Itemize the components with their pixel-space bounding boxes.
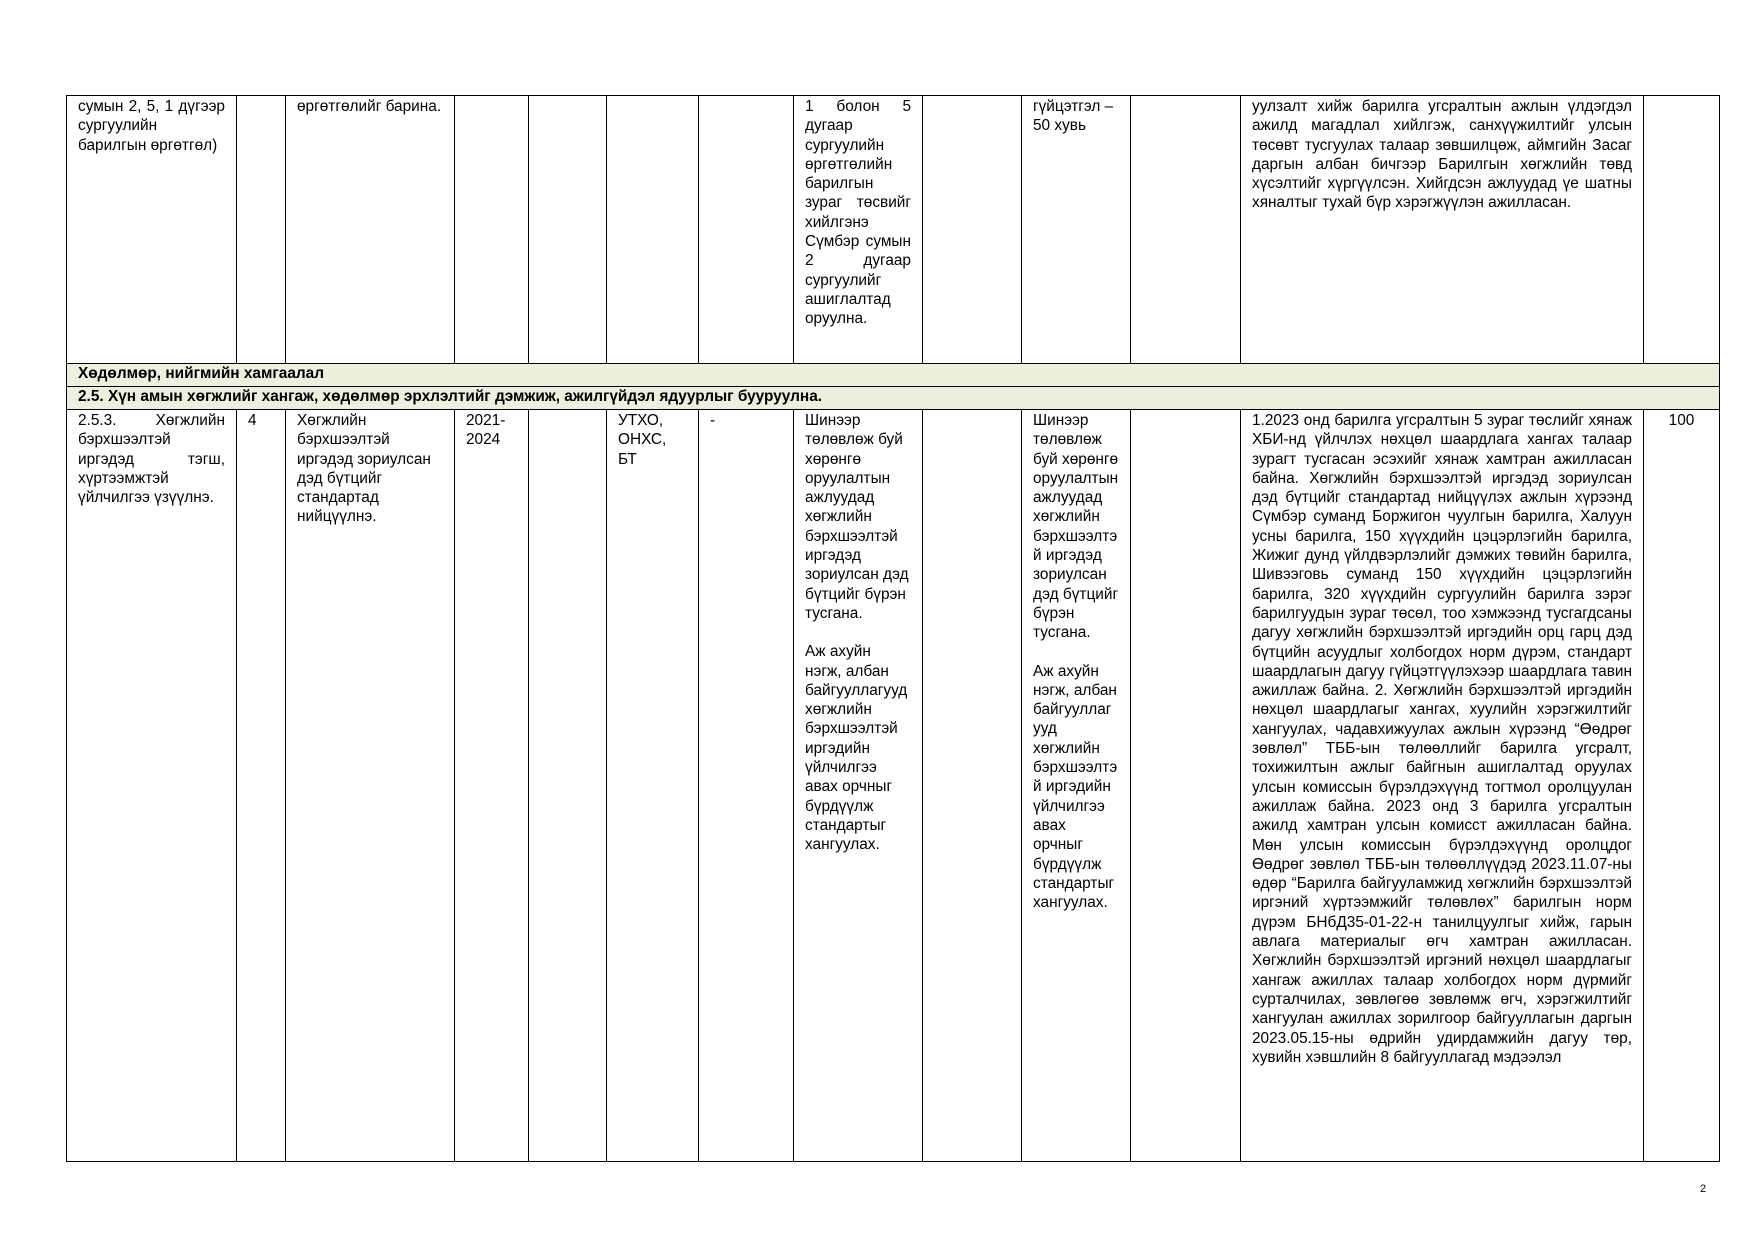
goal-title: 2.5. Хүн амын хөгжлийг хангаж, хөдөлмөр эрхлэлтийг дэмжиж, ажилгүйдэл ядуурлыг бууруулна. — [67, 387, 1720, 410]
budget-cell — [699, 96, 794, 364]
plan-report-table — [66, 95, 1720, 1162]
table-row — [67, 410, 1720, 1162]
period-cell: 2021-2024 — [455, 410, 529, 1162]
report-cell: 1.2023 онд барилга угсралтын 5 зураг төслийг хянаж ХБИ-нд үйлчлэх нөхцөл шаардлага хангах талаар зурагт тусгасан эсэхийг хянаж хамтран ажилласан байна. Хөгжлийн бэрхшээлтэй иргэдэд зориулсан дэд бүтцийг стандартад нийцүүлэх ажлын хүрээнд Сүмбэр суманд Боржигон чуулгын барилга, Халуун усны барилга, 150 хүүхдийн цэцэрлэгийн барилга, Жижиг дунд үйлдвэрлэлийг дэмжих төвийн барилга, Шивээговь суманд 150 хүүхдийн цэцэрлэгийн барилга, 320 хүүхдийн сургуулийн барилга зэрэг барилгуудын зураг төсөл, тоо хэмжээнд тусгагдсаны дагуу хөгжлийн бэрхшээлтэй иргэдийн орц гарц дэд бүтцийн асуудлыг холбогдох норм дүрэм, стандарт шаардлагын дагуу гүйцэтгүүлэхээр шаардлага тавин ажиллаж байна. 2. Хөгжлийн бэрхшээлтэй иргэдийн нөхцөл шаардлагыг хангах, хуулийн хэрэгжилтийг хангуулах, чадавхижуулах ажлын хүрээнд “Өөдрөг зөвлөл” ТББ-ын төлөөллийг барилга угсралт, тохижилтын ажлыг байгнын ашиглалтад оруулах улсын комиссын бүрэлдэхүүнд тогтмол оролцуулан ажиллаж байна. 2023 онд 3 барилга угсралтын ажилд хамтран улсын комисст ажилласан байна. Мөн улсын комиссын бүрэлдэхүүнд оролцдог Өөдрөг зөвлөл ТББ-ын төлөөллүүдэд 2023.11.07-ны өдөр “Барилга байгууламжид хөгжлийн бэрхшээлтэй иргэний хүртээмжийг төлөвлөх” барилгын норм дүрэм БНбД35-01-22-н танилцуулгыг хийж, гарын авлага материалыг өгч хамтран ажилласан. Хөгжлийн бэрхшээлтэй иргэний нөхцөл шаардлагыг хангаж ажиллах талаар холбогдох норм дүрмийг сурталчилах, зөвлөгөө зөвлөмж өгч, хэрэгжилтийг хангуулан ажиллах зорилгоор байгууллагын даргын 2023.05.15-ны өдрийн удирдамжийн дагуу төр, хувийн хэвшлийн 8 байгууллагад мэдээлэл — [1241, 410, 1644, 1162]
period-cell — [455, 96, 529, 364]
empty-cell — [529, 410, 607, 1162]
target-cell: гүйцэтгэл – 50 хувь — [1022, 96, 1131, 364]
indicator-cell: 1 болон 5 дугаар сургуулийн өргөтгөлийн барилгын зураг төсвийг хийлгэнэ Сүмбэр сумын 2 дугаар сургуулийг ашиглалтад оруулна. — [794, 96, 923, 364]
objective-cell: 2.5.3. Хөгжлийн бэрхшээлтэй иргэдэд тэгш, хүртээмжтэй үйлчилгээ үзүүлнэ. — [67, 410, 237, 1162]
indicator-text-2: Аж ахуйн нэгж, албан байгууллагууд хөгжлийн бэрхшээлтэй иргэдийн үйлчилгээ авах орчныг бүрдүүлж стандартыг хангуулах. — [805, 643, 908, 854]
empty-cell — [923, 410, 1022, 1162]
activity-cell: өргөтгөлийг барина. — [286, 96, 455, 364]
section-row — [67, 364, 1720, 387]
score-cell: 100 — [1644, 410, 1720, 1162]
empty-cell — [1131, 96, 1241, 364]
objective-cell: сумын 2, 5, 1 дүгээр сургуулийн барилгын өргөтгөл) — [67, 96, 237, 364]
empty-cell — [923, 96, 1022, 364]
activity-cell: Хөгжлийн бэрхшээлтэй иргэдэд зориулсан дэд бүтцийг стандартад нийцүүлнэ. — [286, 410, 455, 1162]
number-cell — [237, 96, 286, 364]
report-cell: уулзалт хийж барилга угсралтын ажлын үлдэгдэл ажилд магадлал хийлгэж, санхүүжилтийг улсын төсөвт тусгуулах талаар зөвшилцөж, аймгийн Засаг даргын албан бичгээр Барилгын хөгжлийн төвд хүсэлтийг хүргүүлсэн. Хийгдсэн ажлуудад үе шатны хяналтыг тухай бүр хэрэгжүүлэн ажилласан. — [1241, 96, 1644, 364]
indicator-text-1: Шинээр төлөвлөж буй хөрөнгө оруулалтын ажлуудад хөгжлийн бэрхшээлтэй иргэдэд зориулсан дэд бүтцийг бүрэн тусгана. — [805, 412, 909, 622]
page-number: 2 — [1700, 1183, 1707, 1195]
target-text-1: Шинээр төлөвлөж буй хөрөнгө оруулалтын ажлуудад хөгжлийн бэрхшээлтэй иргэдэд зориулсан дэд бүтцийг бүрэн тусгана. — [1033, 412, 1119, 642]
empty-cell — [529, 96, 607, 364]
budget-cell: - — [699, 410, 794, 1162]
indicator-cell — [794, 410, 923, 1162]
responsible-cell: УТХО, ОНХС, БТ — [607, 410, 699, 1162]
target-text-2: Аж ахуйн нэгж, албан байгууллагууд хөгжлийн бэрхшээлтэй иргэдийн үйлчилгээ авах орчныг бүрдүүлж стандартыг хангуулах. — [1033, 662, 1118, 912]
table-row — [67, 96, 1720, 364]
empty-cell — [1131, 410, 1241, 1162]
responsible-cell — [607, 96, 699, 364]
number-cell: 4 — [237, 410, 286, 1162]
target-cell — [1022, 410, 1131, 1162]
section-title: Хөдөлмөр, нийгмийн хамгаалал — [67, 364, 1720, 387]
score-cell — [1644, 96, 1720, 364]
goal-row — [67, 387, 1720, 410]
